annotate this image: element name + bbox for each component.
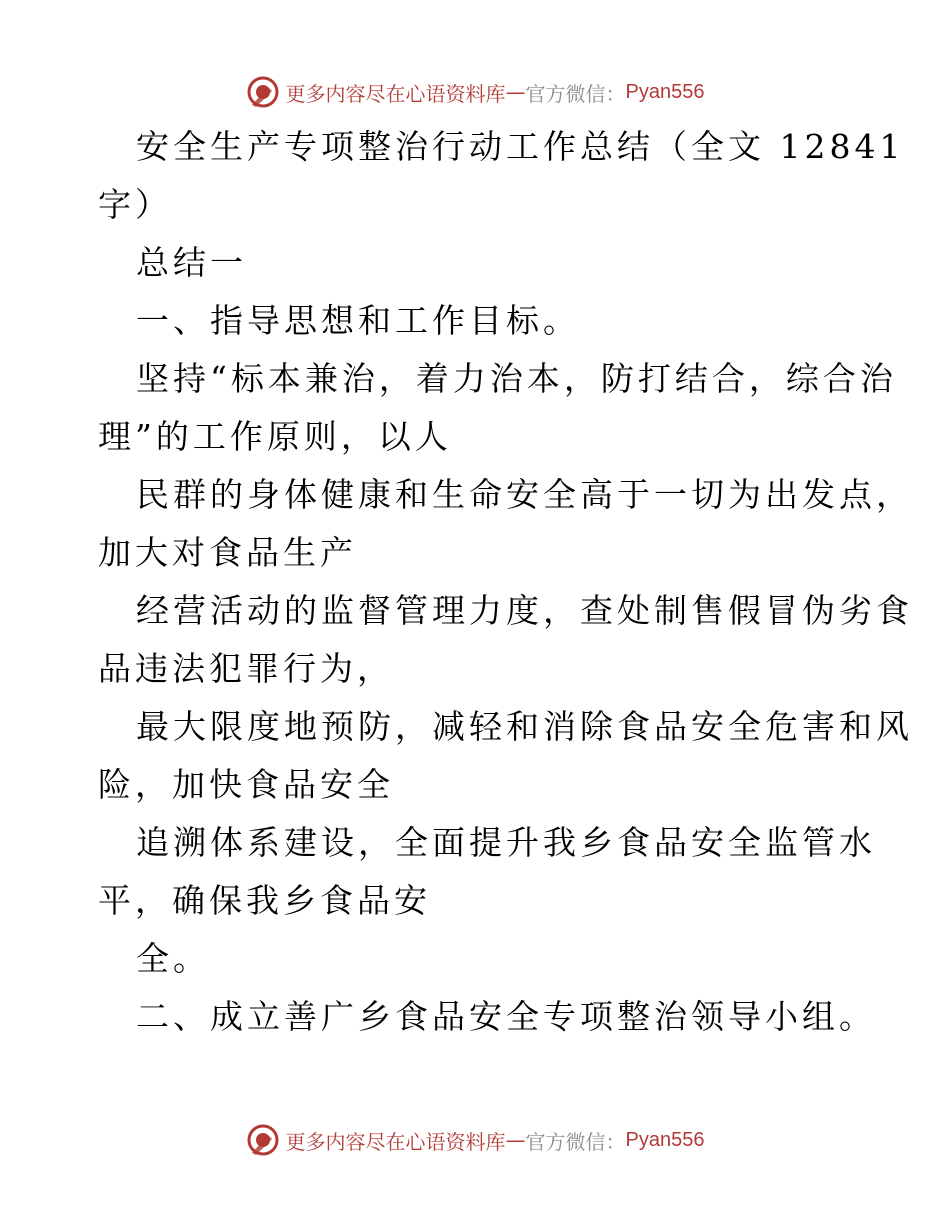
paragraph-line: 品违法犯罪行为， <box>98 649 394 688</box>
paragraph-line: 经营活动的监督管理力度，查处制售假冒伪劣食 <box>136 591 913 630</box>
paragraph-line: 最大限度地预防，减轻和消除食品安全危害和风 <box>136 707 913 746</box>
section-heading: 总结一 <box>136 243 247 282</box>
paragraph-line: 二、成立善广乡食品安全专项整治领导小组。 <box>136 997 876 1036</box>
watermark-wechat-id: Pyan556 <box>625 80 705 103</box>
watermark-dash: — <box>505 1128 526 1152</box>
watermark-site-text: 更多内容尽在心语资料库 <box>285 81 506 106</box>
watermark-dash: — <box>505 80 526 104</box>
document-title: 安全生产专项整治行动工作总结（全文 12841 <box>136 127 905 166</box>
pen-logo-icon <box>246 75 280 109</box>
paragraph-line: 民群的身体健康和生命安全高于一切为出发点， <box>136 475 913 514</box>
document-body <box>98 118 913 1046</box>
paragraph-line: 加大对食品生产 <box>98 533 357 572</box>
paragraph-line: 险，加快食品安全 <box>98 765 394 804</box>
document-title-cont: 字） <box>98 185 172 224</box>
header-watermark <box>0 72 950 112</box>
footer-watermark <box>0 1120 950 1160</box>
watermark-wechat-label: 官方微信： <box>525 81 626 106</box>
paragraph-line: 理”的工作原则，以人 <box>98 417 452 456</box>
pen-logo-icon <box>246 1123 280 1157</box>
paragraph-line: 平，确保我乡食品安 <box>98 881 431 920</box>
paragraph-line: 坚持“标本兼治，着力治本，防打结合，综合治 <box>136 359 897 398</box>
paragraph-line: 追溯体系建设，全面提升我乡食品安全监管水 <box>136 823 876 862</box>
watermark-wechat-id: Pyan556 <box>625 1128 705 1151</box>
watermark-site-text: 更多内容尽在心语资料库 <box>285 1129 506 1154</box>
paragraph-line: 全。 <box>136 939 210 978</box>
watermark-wechat-label: 官方微信： <box>525 1129 626 1154</box>
paragraph-line: 一、指导思想和工作目标。 <box>136 301 580 340</box>
